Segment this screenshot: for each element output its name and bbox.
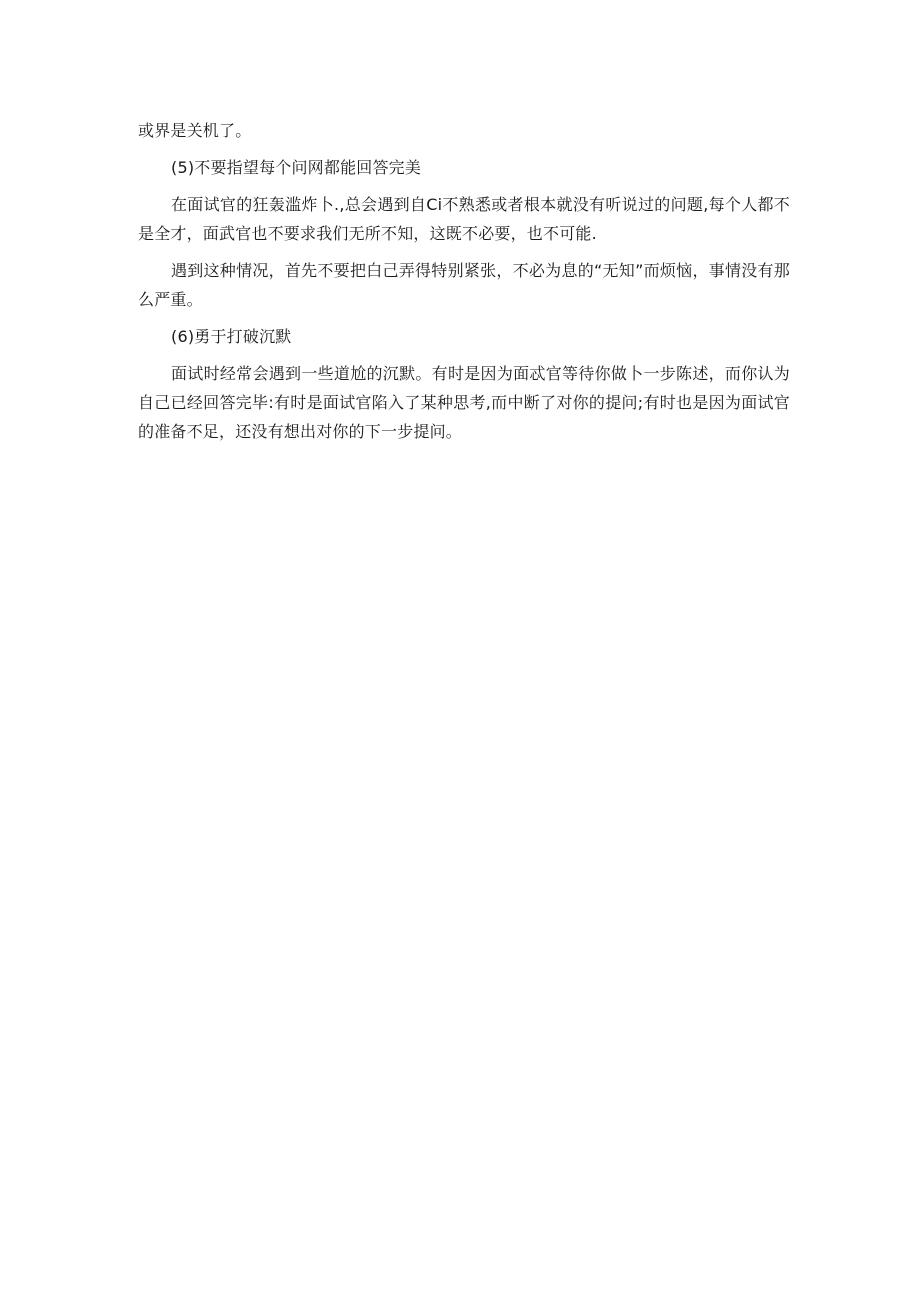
document-body — [138, 116, 790, 454]
paragraph-unfamiliar-questions: 在面试官的狂轰滥炸卜.,总会遇到自Ci不熟悉或者根本就没有听说过的问题,每个人都不是全才，面武官也不要求我们无所不知，这既不必要，也不可能. — [138, 195, 790, 243]
paragraph-continued: 或界是关机了。 — [138, 121, 252, 140]
section-heading-6: (6)勇于打破沉默 — [171, 327, 292, 346]
section-heading-5: (5)不要指望每个问网都能回答完美 — [171, 158, 422, 177]
paragraph-break-silence: 面试时经常会遇到一些道尬的沉默。有时是因为面忒官等待你做卜一步陈述，而你认为自己已经回答完毕:有时是面试官陷入了某种思考,而中断了对你的提问;有时也是因为面试官的准备不足，还没有想出对你的下一步提问。 — [138, 364, 790, 441]
paragraph-stay-calm: 遇到这种情况，首先不要把白己弄得特别紧张，不必为息的“无知”而烦恼，事情没有那么严重。 — [138, 261, 790, 309]
